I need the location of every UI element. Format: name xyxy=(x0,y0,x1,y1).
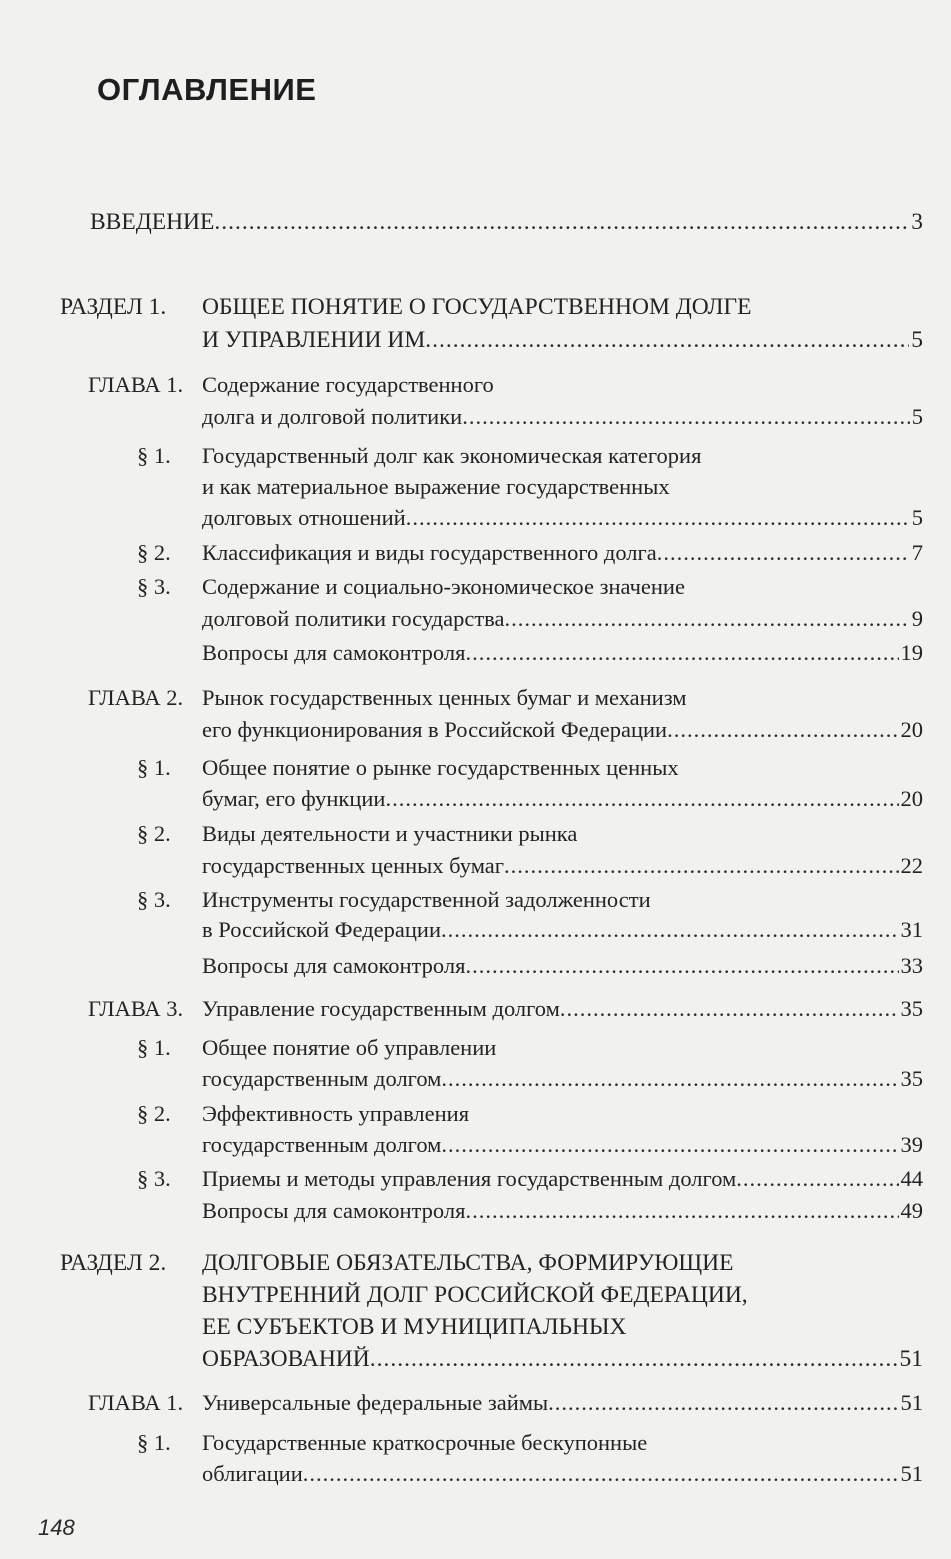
paragraph-label: § 3. xyxy=(137,887,171,912)
paragraph-label: § 1. xyxy=(137,1430,171,1455)
toc-questions xyxy=(0,1196,951,1226)
toc-chapter-cont xyxy=(0,715,951,745)
paragraph-title-line: Эффективность управления xyxy=(202,1101,470,1126)
section-title-line: ДОЛГОВЫЕ ОБЯЗАТЕЛЬСТВА, ФОРМИРУЮЩИЕ xyxy=(202,1250,734,1276)
chapter-title-line: Управление государственным долгом xyxy=(202,996,560,1021)
paragraph-title-line: Общее понятие о рынке государственных ценных xyxy=(202,755,679,780)
toc-paragraph-cont xyxy=(0,915,951,945)
paragraph-label: § 2. xyxy=(137,540,171,565)
page-number: 148 xyxy=(38,1515,75,1540)
toc-page: 51 xyxy=(899,1346,923,1372)
toc-paragraph xyxy=(0,753,951,783)
chapter-title-line: долга и долговой политики xyxy=(202,404,463,429)
toc-section-1-cont xyxy=(0,325,951,355)
leader-dots xyxy=(465,1196,898,1226)
paragraph-label: § 2. xyxy=(137,821,171,846)
toc-questions xyxy=(0,951,951,981)
chapter-label: ГЛАВА 3. xyxy=(88,996,184,1021)
toc-entry-intro xyxy=(0,207,951,237)
chapter-label: ГЛАВА 2. xyxy=(88,685,184,710)
toc-paragraph-cont xyxy=(0,1459,951,1489)
toc-paragraph-cont xyxy=(0,851,951,881)
toc-page: 39 xyxy=(900,1132,923,1157)
paragraph-title-line: Общее понятие об управлении xyxy=(202,1035,497,1060)
paragraph-label: § 1. xyxy=(137,755,171,780)
toc-page: 5 xyxy=(911,327,923,353)
toc-page: 19 xyxy=(900,640,923,665)
paragraph-label: § 1. xyxy=(137,1035,171,1060)
toc-paragraph-cont xyxy=(0,784,951,814)
leader-dots xyxy=(548,1388,898,1418)
leader-dots xyxy=(657,538,910,568)
paragraph-title-line: Виды деятельности и участники рынка xyxy=(202,821,578,846)
questions-title: Вопросы для самоконтроля xyxy=(202,953,466,978)
paragraph-title-line: государственных ценных бумаг xyxy=(202,853,505,878)
section-label: РАЗДЕЛ 2. xyxy=(60,1250,167,1276)
toc-page: 44 xyxy=(900,1166,923,1191)
section-title-line: ВНУТРЕННИЙ ДОЛГ РОССИЙСКОЙ ФЕДЕРАЦИИ, xyxy=(202,1282,748,1308)
toc-page: 7 xyxy=(911,540,923,565)
toc-page: 51 xyxy=(900,1461,923,1486)
paragraph-title-line: Содержание и социально-экономическое значение xyxy=(202,574,685,599)
toc-page: 35 xyxy=(900,1066,923,1091)
leader-dots xyxy=(465,638,898,668)
toc-section-2-cont xyxy=(0,1280,951,1310)
paragraph-title-line: государственным долгом xyxy=(202,1132,442,1157)
section-title-line: ОБРАЗОВАНИЙ xyxy=(202,1346,370,1372)
leader-dots xyxy=(560,994,899,1024)
chapter-title-line: его функционирования в Российской Федерации xyxy=(202,717,668,742)
toc-paragraph xyxy=(0,885,951,915)
toc-page: 35 xyxy=(900,996,923,1021)
toc-page: 5 xyxy=(911,404,923,429)
leader-dots xyxy=(425,325,909,355)
paragraph-title-line: Классификация и виды государственного долга xyxy=(202,540,657,565)
toc-paragraph xyxy=(0,441,951,471)
leader-dots xyxy=(465,951,898,981)
toc-section-2-cont xyxy=(0,1312,951,1342)
toc-page: 20 xyxy=(900,717,923,742)
chapter-label: ГЛАВА 1. xyxy=(88,1390,184,1415)
paragraph-title-line: долговой политики государства xyxy=(202,606,505,631)
toc-chapter xyxy=(0,683,951,713)
paragraph-title-line: бумаг, его функции xyxy=(202,786,386,811)
toc-paragraph xyxy=(0,1164,951,1194)
leader-dots xyxy=(667,715,898,745)
section-title-line: ЕЕ СУБЪЕКТОВ И МУНИЦИПАЛЬНЫХ xyxy=(202,1314,627,1340)
toc-page: 5 xyxy=(911,505,923,530)
paragraph-title-line: облигации xyxy=(202,1461,303,1486)
toc-questions xyxy=(0,638,951,668)
toc-page: 33 xyxy=(900,953,923,978)
section-label: РАЗДЕЛ 1. xyxy=(60,294,167,320)
paragraph-title-line: Государственный долг как экономическая категория xyxy=(202,443,702,468)
toc-page: 31 xyxy=(900,917,923,942)
section-title-line: И УПРАВЛЕНИИ ИМ xyxy=(202,327,426,353)
paragraph-label: § 2. xyxy=(137,1101,171,1126)
toc-page: 3 xyxy=(911,209,923,235)
toc-paragraph xyxy=(0,1428,951,1458)
toc-section-2 xyxy=(0,1248,951,1278)
paragraph-title-line: в Российской Федерации xyxy=(202,917,442,942)
toc-chapter-cont xyxy=(0,402,951,432)
toc-page: 22 xyxy=(900,853,923,878)
leader-dots xyxy=(303,1459,899,1489)
toc-paragraph xyxy=(0,1099,951,1129)
toc-paragraph-cont xyxy=(0,503,951,533)
toc-label: ВВЕДЕНИЕ xyxy=(90,209,215,235)
toc-paragraph xyxy=(0,819,951,849)
chapter-title-line: Содержание государственного xyxy=(202,372,494,397)
toc-section-1 xyxy=(0,292,951,322)
chapter-title-line: Рынок государственных ценных бумаг и механизм xyxy=(202,685,687,710)
paragraph-title-line: Государственные краткосрочные бескупонные xyxy=(202,1430,648,1455)
toc-chapter xyxy=(0,370,951,400)
leader-dots xyxy=(370,1344,898,1374)
paragraph-label: § 1. xyxy=(137,443,171,468)
toc-paragraph xyxy=(0,572,951,602)
leader-dots xyxy=(505,604,910,634)
toc-page: 49 xyxy=(900,1198,923,1223)
page-title: ОГЛАВЛЕНИЕ xyxy=(97,72,317,107)
paragraph-title-line: государственным долгом xyxy=(202,1066,442,1091)
leader-dots xyxy=(504,851,898,881)
toc-paragraph xyxy=(0,1033,951,1063)
chapter-title-line: Универсальные федеральные займы xyxy=(202,1390,549,1415)
leader-dots xyxy=(406,503,910,533)
paragraph-title-line: долговых отношений xyxy=(202,505,406,530)
toc-paragraph xyxy=(0,538,951,568)
toc-paragraph-cont xyxy=(0,1064,951,1094)
toc-paragraph-cont xyxy=(0,604,951,634)
leader-dots xyxy=(441,1130,898,1160)
questions-title: Вопросы для самоконтроля xyxy=(202,640,466,665)
leader-dots xyxy=(441,1064,898,1094)
paragraph-title-line: Инструменты государственной задолженности xyxy=(202,887,651,912)
toc-page: 51 xyxy=(900,1390,923,1415)
section-title-line: ОБЩЕЕ ПОНЯТИЕ О ГОСУДАРСТВЕННОМ ДОЛГЕ xyxy=(202,294,752,320)
toc-paragraph-cont xyxy=(0,472,951,502)
leader-dots xyxy=(385,784,898,814)
questions-title: Вопросы для самоконтроля xyxy=(202,1198,466,1223)
paragraph-label: § 3. xyxy=(137,1166,171,1191)
chapter-label: ГЛАВА 1. xyxy=(88,372,184,397)
paragraph-title-line: и как материальное выражение государственных xyxy=(202,474,670,499)
toc-chapter xyxy=(0,994,951,1024)
leader-dots xyxy=(736,1164,898,1194)
paragraph-title-line: Приемы и методы управления государственным долгом xyxy=(202,1166,737,1191)
toc-page: 20 xyxy=(900,786,923,811)
toc-chapter xyxy=(0,1388,951,1418)
paragraph-label: § 3. xyxy=(137,574,171,599)
leader-dots xyxy=(441,915,898,945)
leader-dots xyxy=(462,402,910,432)
leader-dots xyxy=(214,207,909,237)
toc-paragraph-cont xyxy=(0,1130,951,1160)
toc-section-2-cont xyxy=(0,1344,951,1374)
toc-page: 9 xyxy=(911,606,923,631)
